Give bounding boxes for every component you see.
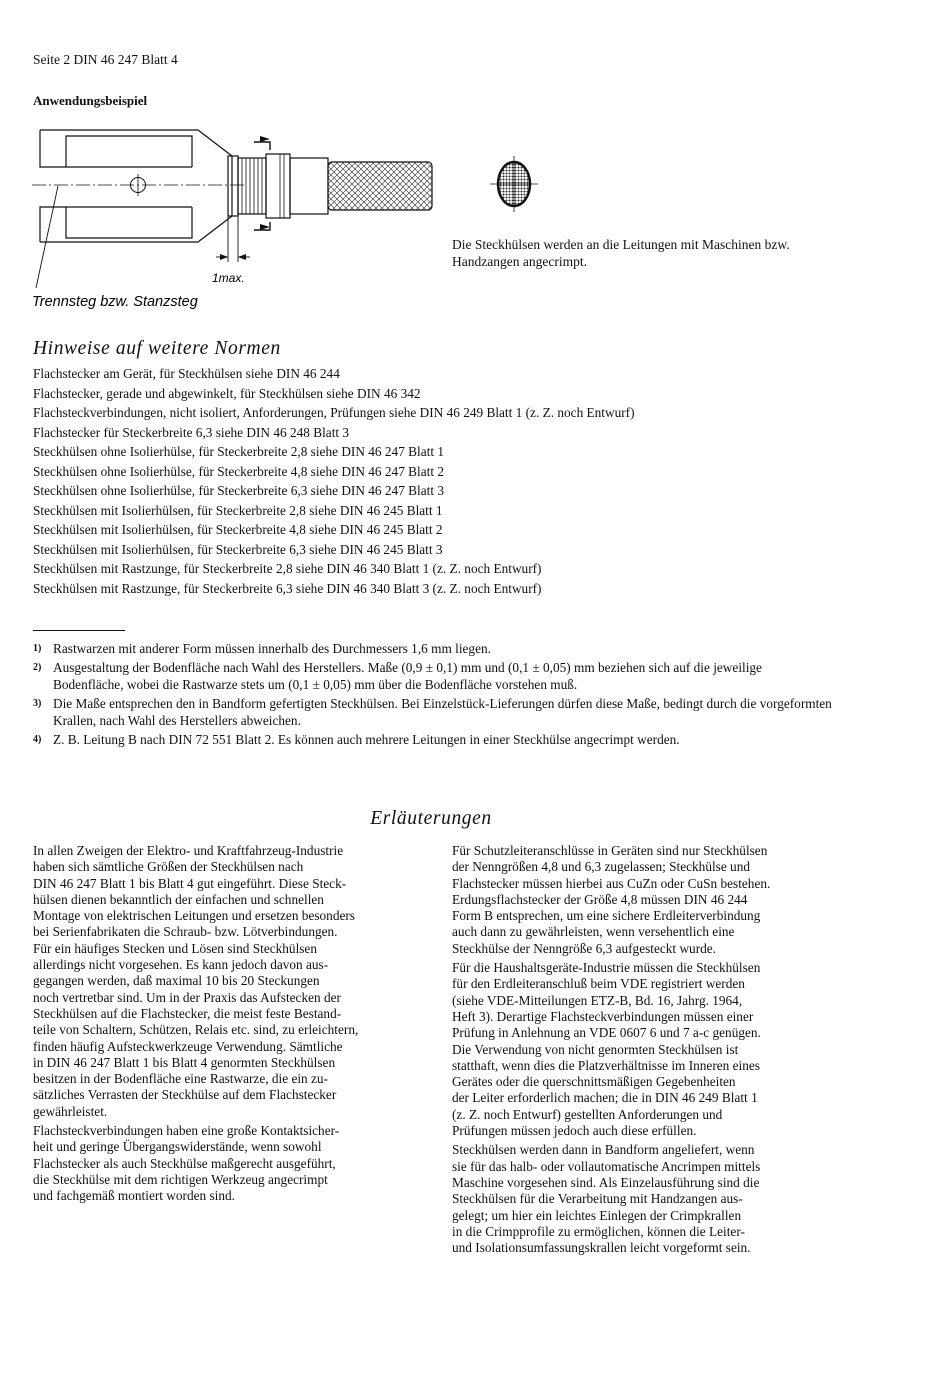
footnote [33, 731, 833, 748]
footnote-number: 2) [33, 662, 42, 673]
norm-item: Steckhülsen mit Isolierhülsen, für Steckerbreite 2,8 siehe DIN 46 245 Blatt 1 [33, 502, 443, 518]
footnote-text: Rastwarzen mit anderer Form müssen innerhalb des Durchmessers 1,6 mm liegen. [53, 641, 491, 656]
norm-item: Steckhülsen ohne Isolierhülse, für Steckerbreite 4,8 siehe DIN 46 247 Blatt 2 [33, 463, 444, 479]
norm-item: Steckhülsen mit Isolierhülsen, für Steckerbreite 6,3 siehe DIN 46 245 Blatt 3 [33, 541, 443, 557]
explanations-left-column [33, 843, 435, 1208]
paragraph: Für die Haushaltsgeräte-Industrie müssen die Steckhülsen für den Erdleiteranschluß beim VDE registriert werden (siehe VDE-Mitteilungen ETZ-B, Bd. 16, Jahrg. 1964, Heft 3). Derartige Flachsteckverbindungen müssen einer Prüfung in Anlehnung an VDE 0607 6 und 7 a-c genügen. Die Verwendung von nicht genormten Steckhülsen ist statthaft, wenn dies die Platzverhältnisse im Inneren eines Gerätes oder die querschnittsmäßigen Gegebenheiten der Leiter erforderlich machen; die in DIN 46 249 Blatt 1 (z. Z. noch Entwurf) gestellten Anforderungen und Prüfungen müssen jedoch auch diese erfüllen. [452, 960, 761, 1139]
norm-item: Steckhülsen mit Rastzunge, für Steckerbreite 2,8 siehe DIN 46 340 Blatt 1 (z. Z. noch Entwurf) [33, 561, 542, 576]
flat-tab-shape [40, 130, 232, 242]
norm-item: Steckhülsen ohne Isolierhülse, für Steckerbreite 6,3 siehe DIN 46 247 Blatt 3 [33, 483, 444, 498]
separator-label: Trennsteg bzw. Stanzsteg [32, 294, 198, 310]
footnote-divider [33, 630, 125, 631]
crimp-note: Die Steckhülsen werden an die Leitungen mit Maschinen bzw. Handzangen angecrimpt. [452, 237, 790, 269]
page-header: Seite 2 DIN 46 247 Blatt 4 [33, 52, 178, 67]
receptacle-body-shape [228, 154, 328, 218]
application-drawing [28, 112, 548, 317]
paragraph: Für Schutzleiteranschlüsse in Geräten sind nur Steckhülsen der Nenngrößen 4,8 und 6,3 zugelassen; Steckhülse und Flachstecker müssen hierbei aus CuZn oder CuSn bestehen. Erdungsflachstecker der Größe 4,8 müssen DIN 46 244 Form B entsprechen, um eine sichere Erdleiterverbindung auch dann zu gewährleisten, wenn versehentlich eine Steckhülse der Nenngröße 6,3 aufgesteckt wurde. [452, 843, 771, 956]
cable-shape [328, 162, 432, 210]
norms-heading: Hinweise auf weitere Normen [33, 338, 281, 359]
explanations-heading: Erläuterungen [370, 808, 492, 829]
crimp-section-shape [490, 156, 538, 212]
norm-item: Steckhülsen ohne Isolierhülse, für Steckerbreite 2,8 siehe DIN 46 247 Blatt 1 [33, 444, 444, 459]
norm-item: Flachstecker für Steckerbreite 6,3 siehe DIN 46 248 Blatt 3 [33, 424, 350, 440]
footnote [33, 640, 833, 657]
norm-item: Flachstecker am Gerät, für Steckhülsen siehe DIN 46 244 [33, 366, 340, 381]
footnote-number: 3) [33, 698, 42, 709]
footnotes-list [33, 640, 833, 750]
footnote-number: 4) [33, 734, 42, 745]
paragraph: In allen Zweigen der Elektro- und Kraftfahrzeug-Industrie haben sich sämtliche Größen der Steckhülsen nach DIN 46 247 Blatt 1 bis Blatt 4 gut eingeführt. Diese Steck- hülsen dienen bekanntlich der einfachen und schnellen Montage von elektrischen Leitungen und ersetzen besonders bei Serienfabrikaten die Schraub- bzw. Lötverbindungen. Für ein häufiges Stecken und Lösen sind Steckhülsen allerdings nicht vorgesehen. Es kann jedoch davon aus- gegangen werden, daß maximal 10 bis 20 Steckungen noch vertretbar sind. Um in der Praxis das Aufstecken der Steckhülsen auf die Flachstecker, die meist feste Bestand- teile von Schaltern, Schützen, Relais etc. sind, zu erleichtern, finden häufig Aufsteckwerkzeuge Verwendung. Sämtliche in DIN 46 247 Blatt 1 bis Blatt 4 genormten Steckhülsen besitzen in der Bodenfläche eine Rastwarze, die ein zu- sätzliches Verrasten der Steckhülse auf dem Flachstecker gewährleistet. [33, 843, 359, 1119]
footnote-text: Die Maße entsprechen den in Bandform gefertigten Steckhülsen. Bei Einzelstück-Lieferungen dürfen diese Maße, bedingt durch die vorgeformten Krallen, nach Wahl des Herstellers abweichen. [53, 696, 832, 728]
norm-item: Steckhülsen mit Isolierhülsen, für Steckerbreite 4,8 siehe DIN 46 245 Blatt 2 [33, 522, 443, 537]
paragraph: Steckhülsen werden dann in Bandform angeliefert, wenn sie für das halb- oder vollautomatische Ancrimpen mittels Maschine vorgesehen sind. Als Einzelausführung sind die Steckhülsen für die Verarbeitung mit Handzangen aus- gelegt; um hier ein leichtes Einlegen der Crimpkrallen in die Crimpprofile zu ermöglichen, können die Leiter- und Isolationsumfassungskrallen leicht vorgeformt sein. [452, 1142, 761, 1256]
example-heading: Anwendungsbeispiel [33, 93, 148, 108]
explanations-right-column [452, 843, 854, 1259]
norm-item: Flachstecker, gerade und abgewinkelt, für Steckhülsen siehe DIN 46 342 [33, 385, 421, 401]
footnote [33, 659, 833, 693]
footnote-number: 1) [33, 643, 42, 654]
footnote-text: Z. B. Leitung B nach DIN 72 551 Blatt 2. Es können auch mehrere Leitungen in einer Steckhülse angecrimpt werden. [53, 732, 680, 747]
norms-list [33, 364, 913, 598]
footnote [33, 695, 833, 729]
footnote-text: Ausgestaltung der Bodenfläche nach Wahl des Herstellers. Maße (0,9 ± 0,1) mm und (0,1 ± 0,05) mm beziehen sich auf die jeweilige Bodenfläche, wobei die Rastwarze stets um (0,1 ± 0,05) mm über die Bodenfläche vorstehen muß. [53, 660, 762, 692]
paragraph: Flachsteckverbindungen haben eine große Kontaktsicher- heit und geringe Übergangswiderstände, wenn sowohl Flachstecker als auch Steckhülse maßgerecht ausgeführt, die Steckhülse mit dem richtigen Werkzeug angecrimpt und fachgemäß montiert worden sind. [33, 1123, 340, 1204]
norm-item: Flachsteckverbindungen, nicht isoliert, Anforderungen, Prüfungen siehe DIN 46 249 Blatt 1 (z. Z. noch Entwurf) [33, 405, 635, 420]
dimension-label: 1max. [212, 271, 245, 285]
norm-item: Steckhülsen mit Rastzunge, für Steckerbreite 6,3 siehe DIN 46 340 Blatt 3 (z. Z. noch Entwurf) [33, 580, 542, 596]
